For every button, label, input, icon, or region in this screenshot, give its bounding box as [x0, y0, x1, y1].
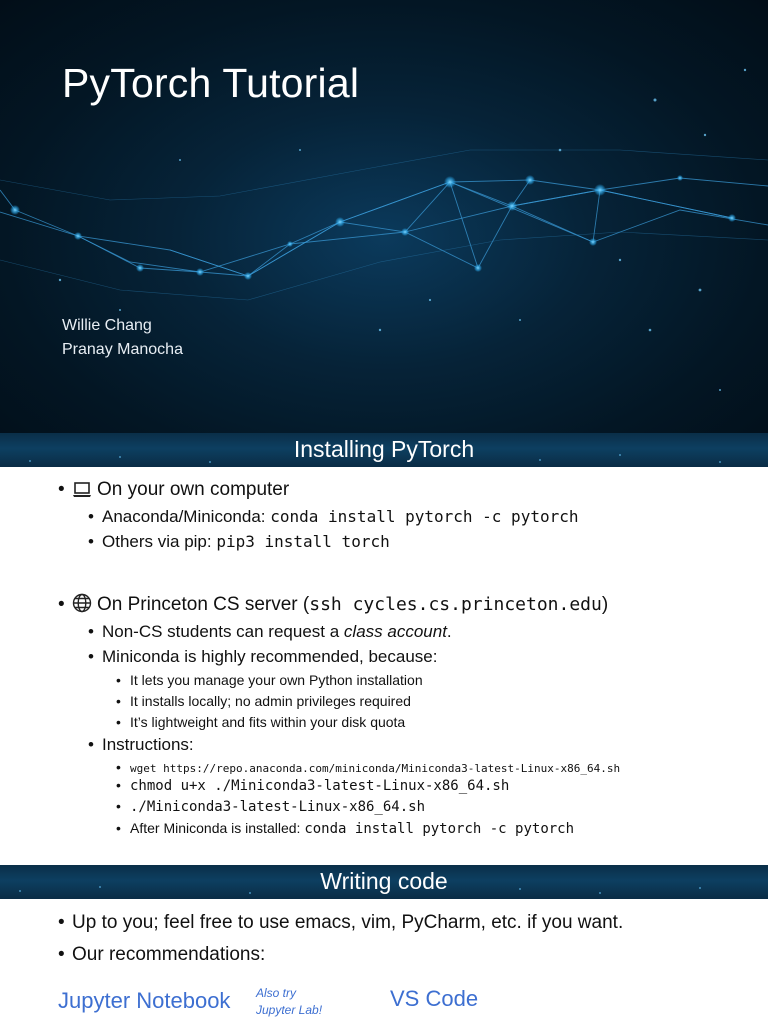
- presentation-title: PyTorch Tutorial: [62, 60, 360, 106]
- vs-code-link[interactable]: VS Code: [390, 986, 479, 1011]
- list-item: • wget https://repo.anaconda.com/miniconda/Miniconda3-latest-Linux-x86_64.sh: [116, 759, 621, 775]
- laptop-icon: [72, 481, 92, 504]
- code-snippet: ssh cycles.cs.princeton.edu: [309, 594, 602, 615]
- writing-header-title: Writing code: [320, 868, 448, 894]
- code-snippet: chmod u+x ./Miniconda3-latest-Linux-x86_64.sh: [130, 778, 510, 794]
- list-item: • ./Miniconda3-latest-Linux-x86_64.sh: [116, 798, 426, 815]
- code-snippet: pip3 install torch: [216, 532, 390, 551]
- princeton-server-bullet: • On Princeton CS server (ssh cycles.cs.princeton.edu): [58, 593, 608, 619]
- installing-slide: [0, 467, 768, 865]
- also-try-note: Also try Jupyter Lab!: [256, 986, 323, 1017]
- list-item: • Up to you; feel free to use emacs, vim, PyCharm, etc. if you want.: [58, 912, 624, 933]
- installing-header-bar: [0, 433, 768, 467]
- own-computer-label: On your own computer: [97, 479, 290, 500]
- list-item: • chmod u+x ./Miniconda3-latest-Linux-x86_64.sh: [116, 777, 510, 794]
- code-snippet: ./Miniconda3-latest-Linux-x86_64.sh: [130, 799, 426, 815]
- list-item: • Non-CS students can request a class account.: [88, 622, 452, 641]
- list-item: • Anaconda/Miniconda: conda install pytorch -c pytorch: [88, 507, 579, 526]
- list-item: • It lets you manage your own Python installation: [116, 672, 423, 688]
- list-item: • It installs locally; no admin privileges required: [116, 693, 411, 709]
- own-computer-bullet: • On your own computer: [58, 479, 289, 504]
- author-name: Pranay Manocha: [62, 341, 183, 358]
- writing-slide: [0, 899, 768, 1024]
- list-item: • It’s lightweight and fits within your disk quota: [116, 714, 406, 730]
- author-list: [62, 314, 183, 362]
- class-account-text: class account: [343, 622, 447, 641]
- jupyter-lab-link[interactable]: Jupyter Lab!: [256, 1003, 323, 1017]
- author-name: Willie Chang: [62, 317, 152, 334]
- list-item: • After Miniconda is installed: conda install pytorch -c pytorch: [116, 820, 575, 837]
- writing-header-bar: [0, 865, 768, 899]
- title-slide: [0, 0, 768, 433]
- installing-header-title: Installing PyTorch: [293, 436, 475, 462]
- code-snippet: conda install pytorch -c pytorch: [304, 821, 575, 837]
- globe-icon: [72, 593, 92, 619]
- list-item: • Miniconda is highly recommended, because:: [88, 647, 438, 666]
- list-item: • Our recommendations:: [58, 944, 266, 965]
- list-item: • Instructions:: [88, 735, 194, 754]
- code-snippet: conda install pytorch -c pytorch: [270, 507, 579, 526]
- list-item: • Others via pip: pip3 install torch: [88, 532, 390, 551]
- code-snippet: wget https://repo.anaconda.com/miniconda/Miniconda3-latest-Linux-x86_64.sh: [130, 762, 621, 775]
- jupyter-notebook-link[interactable]: Jupyter Notebook: [58, 988, 231, 1013]
